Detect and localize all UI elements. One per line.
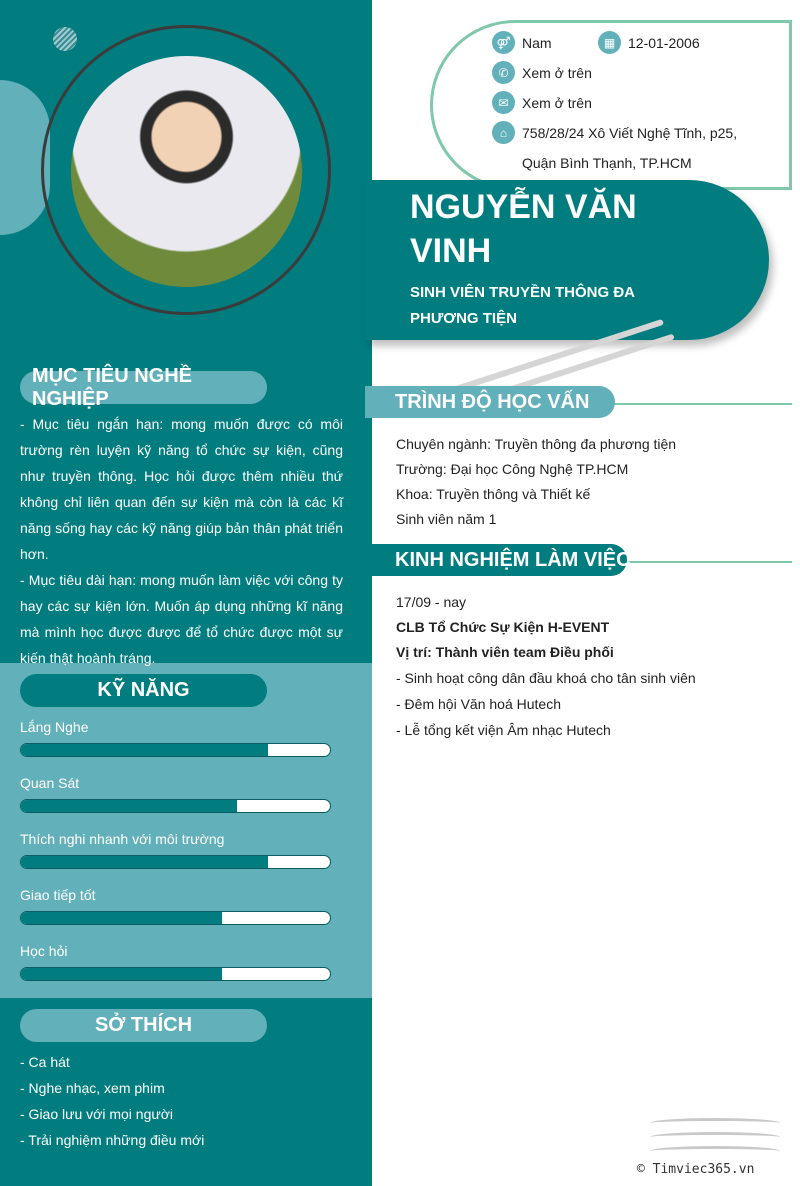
phone-icon: ✆: [492, 61, 515, 84]
experience-org: CLB Tổ Chức Sự Kiện H-EVENT: [396, 619, 610, 635]
address-line1: 758/28/24 Xô Viết Nghệ Tĩnh, p25,: [522, 125, 738, 141]
decor-wave: [650, 1132, 780, 1142]
home-icon: ⌂: [492, 121, 515, 144]
skill-bar: [20, 743, 331, 757]
decor-wave: [650, 1118, 780, 1128]
email-icon: ✉: [492, 91, 515, 114]
experience-item: - Đêm hội Văn hoá Hutech: [396, 696, 561, 712]
education-title: TRÌNH ĐỘ HỌC VẤN: [365, 386, 615, 418]
gender: Nam: [522, 35, 552, 51]
footer-credit: © Timviec365.vn: [637, 1162, 755, 1177]
address-line2: Quận Bình Thạnh, TP.HCM: [522, 155, 692, 171]
phone: Xem ở trên: [522, 65, 592, 81]
skill-bar-fill: [21, 968, 222, 980]
dob: 12-01-2006: [628, 35, 700, 51]
education-line: Trường: Đại học Công Nghệ TP.HCM: [396, 461, 629, 477]
divider: [600, 403, 792, 405]
full-name: NGUYỄN VĂN VINH: [410, 188, 637, 270]
hobbies-title: SỞ THÍCH: [20, 1009, 267, 1042]
hobby-item: - Nghe nhạc, xem phim: [20, 1080, 165, 1096]
hobby-item: - Ca hát: [20, 1054, 70, 1070]
education-line: Sinh viên năm 1: [396, 511, 497, 527]
experience-period: 17/09 - nay: [396, 594, 467, 610]
decor-dot: [53, 27, 77, 51]
skill-label: Học hỏi: [20, 943, 68, 959]
skill-bar: [20, 799, 331, 813]
job-title: SINH VIÊN TRUYỀN THÔNG ĐA PHƯƠNG TIỆN: [410, 284, 635, 327]
skill-bar: [20, 911, 331, 925]
experience-item: - Lễ tổng kết viện Âm nhạc Hutech: [396, 722, 611, 738]
skill-label: Thích nghi nhanh với môi trường: [20, 831, 225, 847]
objective-title: MỤC TIÊU NGHỀ NGHIỆP: [20, 371, 267, 404]
experience-title: KINH NGHIỆM LÀM VIỆC: [365, 544, 627, 576]
skill-label: Giao tiếp tốt: [20, 887, 96, 903]
education-line: Khoa: Truyền thông và Thiết kế: [396, 486, 591, 502]
calendar-icon: ▦: [598, 31, 621, 54]
decor-wave: [650, 1146, 780, 1156]
objective-long: - Mục tiêu dài hạn: mong muốn làm việc với công ty hay các sự kiện lớn. Muốn áp dụng những kĩ năng mà mình học được được để tổ chức được một sự kiến thật hoành tráng.: [20, 572, 343, 666]
skills-title: KỸ NĂNG: [20, 674, 267, 707]
hobby-item: - Trải nghiệm những điều mới: [20, 1132, 205, 1148]
gender-icon: ⚤: [492, 31, 515, 54]
education-line: Chuyên ngành: Truyền thông đa phương tiện: [396, 436, 677, 452]
email: Xem ở trên: [522, 95, 592, 111]
experience-item: - Sinh hoạt công dân đầu khoá cho tân sinh viên: [396, 670, 696, 686]
skill-bar-fill: [21, 856, 268, 868]
profile-photo: [71, 56, 302, 287]
skill-bar: [20, 967, 331, 981]
hobby-item: - Giao lưu với mọi người: [20, 1106, 174, 1122]
skill-label: Quan Sát: [20, 775, 80, 791]
skill-bar-fill: [21, 800, 237, 812]
experience-position: Vị trí: Thành viên team Điều phối: [396, 644, 614, 660]
skill-bar: [20, 855, 331, 869]
skill-label: Lắng Nghe: [20, 719, 89, 735]
objective-short: - Mục tiêu ngắn hạn: mong muốn được có môi trường rèn luyện kỹ năng tổ chức sự kiện, cũng như truyền thông. Học hỏi được thêm nhiều thứ không chỉ liên quan đến sự kiện mà còn là các kĩ năng sống hay các kỹ năng giúp bản thân phát triển hơn.: [20, 416, 343, 562]
skill-bar-fill: [21, 744, 268, 756]
skill-bar-fill: [21, 912, 222, 924]
